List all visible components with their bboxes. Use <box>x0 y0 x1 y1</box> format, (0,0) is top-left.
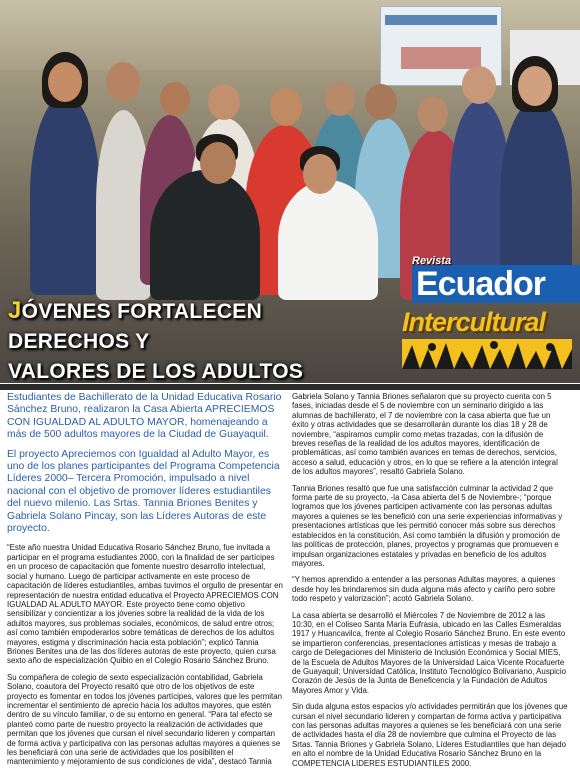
article-column-right <box>292 392 568 768</box>
person-shape <box>30 95 100 295</box>
article-lead: Estudiantes de Bachillerato de la Unidad Educativa Rosario Sánchez Bruno, realizaron la Casa Abierta APRECIEMOS CON IGUALDAD AL ADULTO MAYOR, homenajeando a más de 500 adultos mayores de la Ciudad de Guayaquil. <box>7 392 282 441</box>
person-head <box>160 82 190 116</box>
article-paragraph: “Este año nuestra Unidad Educativa Rosario Sánchez Bruno, fue invitada a participar en el programa estudiantes 2000, con la finalidad de ser partícipes en un proceso de capacitación que fomente nuestro desarrollo intelectual, social y humano. Luego de participar activamente en este proceso de capacitación de líderes estudiantiles, ambas tuvimos el orgullo de presentar en representación de nuestra entidad educativa el Proyecto APRECIEMOS CON IGUALDAD AL ADULTO MAYOR. Este proyecto tiene como objetivo sensibilizar y concientizar a los jóvenes sobre la realidad de la vida de los adultos mayores, sus problemas sociales, económicos, de salud entre otros; así como también empoderarlos sobre temáticas de derechos de los adultos mayores, estigma y discriminación hacia esta población”; explicó Tannia Briones Benites una de las dos líderes autoras de este proyecto, quien cursa sexto año de especialización Quibio en el Colegio Rosario Sánchez Bruno. <box>7 543 283 666</box>
article-paragraph: “Y hemos aprendido a entender a las personas Adultas mayores, a quienes desde hoy les brindaremos sin duda alguna más afecto y cariño pero sobre todo respeto y valorización”; acotó Gabriela Solano. <box>292 575 556 604</box>
headline-initial: J <box>8 297 22 324</box>
article-paragraph: Su compañera de colegio de sexto especialización contabilidad, Gabriela Solano, coautora del Proyecto resaltó que otro de los objetivos de este proyecto es fomentar en todos los jóvenes partícipes, valores que les permitan incrementar el sentimiento de aprecio hacia los adultos mayores, que estén dentro de su vínculo familiar, o de su entorno en general. “Para tal efecto se planteó como parte de nuestro proyecto la realización de actividades que permitan que los jóvenes que cursan el nivel secundario lideren y compartan de forma activa y participativa con las personas adultas mayores a quienes se les beneficiará con una serie de actividades que los posibiliten el mantenimiento y mejoramiento de sus condiciones de vida”, destacó Tannia <box>7 672 283 767</box>
article-paragraph: La casa abierta se desarrolló el Miércoles 7 de Noviembre de 2012 a las 10:30, en el Coliseo Santa María Eufrasia, ubicado en las Calles Esmeraldas 1917 y Huancavilca, frente al Colegio Rosario Sánchez Bruno. En este evento se impartieron conferencias, presentaciones artísticas y mesas de trabajo a cargo de Delegaciones del Ministerio de Inclusión Económica y Social MIES, de la Escuela de Adultos Mayores de la Universidad Laica Vicente Rocafuerte de Guayaquil; Universidad Católica, Instituto Tecnológico Bolivariano, Auspicio Corazón de Jesús de la Junta de Beneficencia y la Fundación de Adultos Mayores Amor y Vida. <box>292 610 566 695</box>
article-lead-secondary: El proyecto Apreciemos con Igualdad al Adulto Mayor, es uno de los planes participantes del Programa Competencia Líderes 2000– Tercera Promoción, impulsado a nivel nacional con el objetivo de promover líderes estudiantiles del nuevo milenio. Las Srtas. Tannia Briones Benites y Gabriela Solano Pincay, son las Líderes Autoras de este proyecto. <box>7 448 280 535</box>
person-head <box>418 96 448 132</box>
article-paragraph: Sin duda alguna estos espacios y/o actividades permitirán que los jóvenes que cursan el nivel secundario lideren y compartan de forma activa y participativa con las personas adultas mayores a quienes se les beneficiará con una serie de actividades hasta el día 28 de noviembre que culmina el Proyecto de las Srtas. Tannia Briones y Gabriela Solano, Líderes Estudiantiles que han dejado en alto el nombre de la Unidad Educativa Rosario Sánchez Bruno en la COMPETENCIA LIDERES ESTUDIANTILES 2000. <box>292 702 568 768</box>
person-head <box>270 88 302 126</box>
article-paragraph: Gabriela Solano y Tannia Briones señalaron que su proyecto cuenta con 5 fases, iniciadas desde el 5 de noviembre con un seminario dirigido a las alumnas de bachillerato, el 7 de noviembre con la casa abierta que fue un éxito y otras actividades que se desarrollarán durante los días 18 y 28 de noviembre, “aspiramos cumplir como metas trazadas, con la difusión de breves reseñas de la realidad de los adultos mayores, identificación de problemáticas, así como también avances en temas de derechos, servicios, acceso a salud, educación y otros, en lo que se refiere a la atención integral de los adultos mayores”, resaltó Gabriela Solano. <box>292 392 558 477</box>
article-paragraph: Tannia Briones resaltó que fue una satisfacción culminar la actividad 2 que forma parte de su proyecto, -la Casa abierta del 5 de Noviembre-; “porque logramos que los jóvenes participen activamente con las personas adultas mayores a quienes se les benefició con una serie experiencias informativas y presentaciones artísticas que les permitió conocer más sobre sus derechos establecidos en la constitución, Así como también la difusión y promoción de las políticas de protección, planes, proyectos y programas que promueven e impulsan organizaciones estatales y privadas en beneficio de los adultos mayores. <box>292 483 563 568</box>
person-head <box>208 84 240 120</box>
headline-line-2: VALORES DE LOS ADULTOS <box>8 360 304 383</box>
magazine-logo-revista: Revista <box>412 255 452 267</box>
section-divider <box>0 384 580 390</box>
person-head <box>462 66 496 104</box>
magazine-logo <box>398 255 573 375</box>
person-head <box>303 154 337 194</box>
article-column-left <box>7 392 283 768</box>
person-head <box>48 62 82 102</box>
person-head <box>106 62 140 102</box>
person-head <box>365 84 397 120</box>
person-head <box>200 142 236 184</box>
group-photo <box>0 0 580 383</box>
magazine-logo-intercultural: Intercultural <box>402 307 546 337</box>
headline-line-1: ÓVENES FORTALECEN DERECHOS Y <box>8 300 263 353</box>
headline <box>8 296 388 383</box>
person-shape <box>150 170 260 300</box>
person-shape <box>278 180 378 300</box>
magazine-logo-ecuador: Ecuador <box>412 265 580 303</box>
magazine-logo-decoration <box>402 339 572 369</box>
person-head <box>325 82 355 116</box>
person-head <box>518 66 552 106</box>
